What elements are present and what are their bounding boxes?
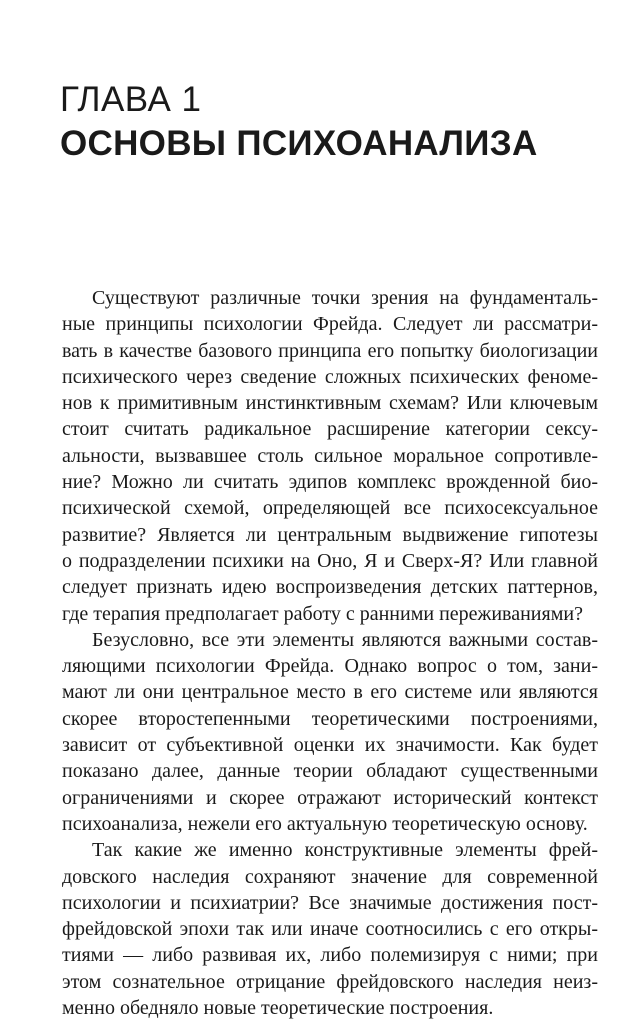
- body-text: [62, 285, 598, 1021]
- text-line: менно обедняло новые теоретические построения.: [62, 997, 494, 1020]
- text-line: мают ли они центральное место в его системе или являются: [62, 681, 598, 704]
- paragraph: [62, 837, 598, 1021]
- text-line: развитие? Является ли центральным выдвижение гипотезы: [62, 523, 598, 546]
- chapter-number: ГЛАВА 1: [60, 80, 202, 119]
- text-line: скорее второстепенными теоретическими построениями,: [62, 707, 598, 730]
- text-line: довского наследия сохраняют значение для современной: [62, 865, 598, 888]
- text-line: о подразделении психики на Оно, Я и Сверх-Я? Или главной: [62, 549, 598, 572]
- paragraph: [62, 285, 598, 627]
- text-line: тиями — либо развивая их, либо полемизируя с ними; при: [62, 944, 598, 967]
- text-line: ограничениями и скорее отражают исторический контекст: [62, 786, 598, 809]
- text-line: вать в качестве базового принципа его попытку биологизации: [62, 339, 598, 362]
- text-line: альности, вызвавшее столь сильное моральное сопротивле-: [62, 444, 598, 467]
- text-line: психического через сведение сложных психических феноме-: [62, 365, 598, 388]
- text-line: Так какие же именно конструктивные элементы фрей-: [92, 839, 598, 862]
- paragraph: [62, 627, 598, 837]
- text-line: показано далее, данные теории обладают существенными: [62, 760, 598, 783]
- text-line: ляющими психологии Фрейда. Однако вопрос о том, зани-: [62, 655, 598, 678]
- text-line: этом сознательное отрицание фрейдовского наследия неиз-: [62, 970, 598, 993]
- text-line: нов к примитивным инстинктивным схемам? Или ключевым: [62, 392, 598, 415]
- text-line: где терапия предполагает работу с ранними переживаниями?: [62, 602, 583, 625]
- text-line: следует признать идею воспроизведения детских паттернов,: [62, 576, 598, 599]
- text-line: психологии и психиатрии? Все значимые достижения пост-: [62, 891, 598, 914]
- chapter-title: ОСНОВЫ ПСИХОАНАЛИЗА: [60, 124, 538, 163]
- text-line: ные принципы психологии Фрейда. Следует ли рассматри-: [62, 313, 598, 336]
- text-line: психической схемой, определяющей все психосексуальное: [62, 497, 598, 520]
- text-line: стоит считать радикальное расширение категории сексу-: [62, 418, 598, 441]
- text-line: Существуют различные точки зрения на фундаменталь-: [92, 287, 598, 309]
- text-line: Безусловно, все эти элементы являются важными состав-: [92, 628, 598, 651]
- text-line: ние? Можно ли считать эдипов комплекс врожденной био-: [62, 471, 598, 494]
- text-line: фрейдовской эпохи так или иначе соотносились с его откры-: [62, 918, 598, 941]
- text-line: зависит от субъективной оценки их значимости. Как будет: [62, 734, 598, 757]
- text-line: психоанализа, нежели его актуальную теоретическую основу.: [62, 812, 588, 835]
